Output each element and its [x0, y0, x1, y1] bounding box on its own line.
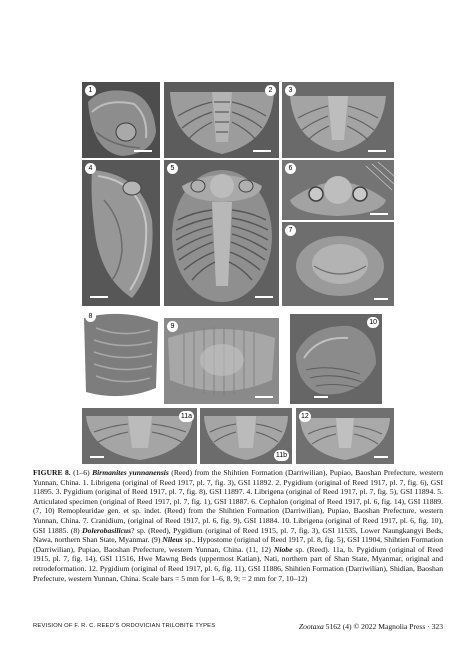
- figure-plate: [80, 80, 396, 464]
- panel-7-cranidium: [282, 222, 394, 306]
- taxon-name: Birmanites yunnanensis: [92, 468, 169, 477]
- caption-intro: (1–6): [70, 468, 93, 477]
- panel-label: 3: [285, 85, 296, 96]
- scale-bar: [370, 213, 388, 215]
- panel-2-pygidium: [164, 82, 279, 158]
- scale-bar: [253, 150, 271, 152]
- panel-4-librigena: [82, 160, 160, 306]
- panel-label: 1: [85, 85, 96, 96]
- taxon-name: Dolerobasilicus: [82, 525, 132, 535]
- journal-citation: [299, 622, 443, 631]
- panel-5-articulated-specimen: [164, 160, 279, 306]
- panel-9-hypostome: [164, 318, 279, 404]
- fossil-image: [282, 82, 394, 158]
- fossil-image: [82, 160, 160, 306]
- panel-label: 12: [301, 413, 309, 420]
- panel-10-librigena: [290, 314, 382, 404]
- figure-caption: [33, 468, 443, 583]
- panel-1-librigena: [82, 82, 160, 158]
- panel-label: 5: [167, 163, 178, 174]
- panel-label: 11a: [180, 413, 192, 420]
- fossil-image: [290, 314, 382, 404]
- fossil-image: [164, 82, 279, 158]
- fossil-image: [82, 308, 160, 404]
- taxon-name: Nileus: [162, 535, 183, 545]
- scale-bar: [88, 396, 106, 398]
- panel-8-pygidium: [82, 308, 160, 404]
- citation-text: 5162 (4) © 2022 Magnolia Press · 323: [323, 622, 443, 631]
- scale-bar: [90, 456, 104, 458]
- panel-3-pygidium: [282, 82, 394, 158]
- fossil-image: [282, 160, 394, 220]
- fossil-image: [164, 318, 279, 404]
- panel-11b-pygidium-retrodeformed: [200, 408, 292, 464]
- panel-label: 6: [285, 163, 296, 174]
- panel-label: 9: [167, 321, 178, 332]
- journal-name: Zootaxa: [298, 622, 324, 631]
- caption-text: ? sp. (Reed), Pygidium (original of Reed 1915, pl. 7, fig. 3), GSI 11535, Lower Naungkangyi Beds, Nawa, northern Shan State, Myanmar. (9): [33, 525, 443, 545]
- panel-11a-pygidium-original: [82, 408, 197, 464]
- panel-label: 10: [369, 319, 377, 326]
- caption-text: sp., Hypostome (original of Reed 1917, pl. 8, fig. 5), GSI 11904, Shihtien Formation (Darriwilian), Pupiao, Baoshan Prefecture, western Yunnan, China. (11, 12): [33, 535, 443, 554]
- scale-bar: [255, 296, 273, 298]
- panel-label: 4: [85, 163, 96, 174]
- scale-bar: [255, 396, 273, 398]
- caption-text: sp. (Reed). 11a, b. Pygidium (original of Reed 1915, pl. 7, fig. 14), GSI 11516, Hwe Mawng Beds (uppermost Katian), Nati, northern part of Shan State, Myanmar, original and retrodeformation. 12. Pygidium (original of Reed 1917, pl. 6, fig. 11), GSI 11886, Shihtien Formation (Darriwilian), Shidian, Baoshan Prefecture, western Yunnan, China. Scale bars = 5 mm for 1–6, 8, 9; = 2 mm for 7, 10–12): [33, 544, 443, 583]
- panel-label: 11b: [275, 452, 287, 459]
- taxon-name: Niobe: [273, 544, 293, 554]
- panel-12-pygidium: [296, 408, 394, 464]
- panel-6-cephalon: [282, 160, 394, 220]
- scale-bar: [314, 396, 328, 398]
- panel-label: 7: [285, 225, 296, 236]
- scale-bar: [368, 150, 386, 152]
- scale-bar: [374, 298, 388, 300]
- figure-label: FIGURE 8.: [33, 468, 71, 477]
- panel-label: 2: [265, 85, 276, 96]
- panel-label: 8: [85, 311, 96, 322]
- running-title: REVISION OF F. R. C. REED’S ORDOVICIAN TRILOBITE TYPES: [33, 623, 216, 629]
- scale-bar: [90, 296, 108, 298]
- fossil-image: [282, 222, 394, 306]
- scale-bar: [134, 150, 152, 152]
- fossil-image: [164, 160, 279, 306]
- caption-text: (Reed) from the Shihtien Formation (Darriwilian), Pupiao, Baoshan Prefecture, western Yunnan, China. 1. Librigena (original of Reed 1917, pl. 7, fig. 3), GSI 11892. 2. Pygidium (original of Reed 1917, pl. 7, fig. 6), GSI 11895. 3. Pygidium (original of Reed 1917, pl. 7, fig. 8), GSI 11897. 4. Librigena (original of Reed 1917, pl. 7, fig. 5), GSI 11894. 5. Articulated specimen (original of Reed 1917, pl. 7, fig. 1), GSI 11887. 6. Cephalon (original of Reed 1917, pl. 6, fig. 14), GSI 11889. (7, 10) Remopleuridae gen. et sp. indet. (Reed) from the Shihtien Formation (Darriwilian), Pupiao, Baoshan Prefecture, western Yunnan, China. 7. Cranidium, (original of Reed 1917, pl. 6, fig. 9), GSI 11884. 10. Librigena (original of Reed 1917, pl. 6, fig. 10), GSI 11885. (8): [33, 468, 443, 535]
- scale-bar: [374, 456, 388, 458]
